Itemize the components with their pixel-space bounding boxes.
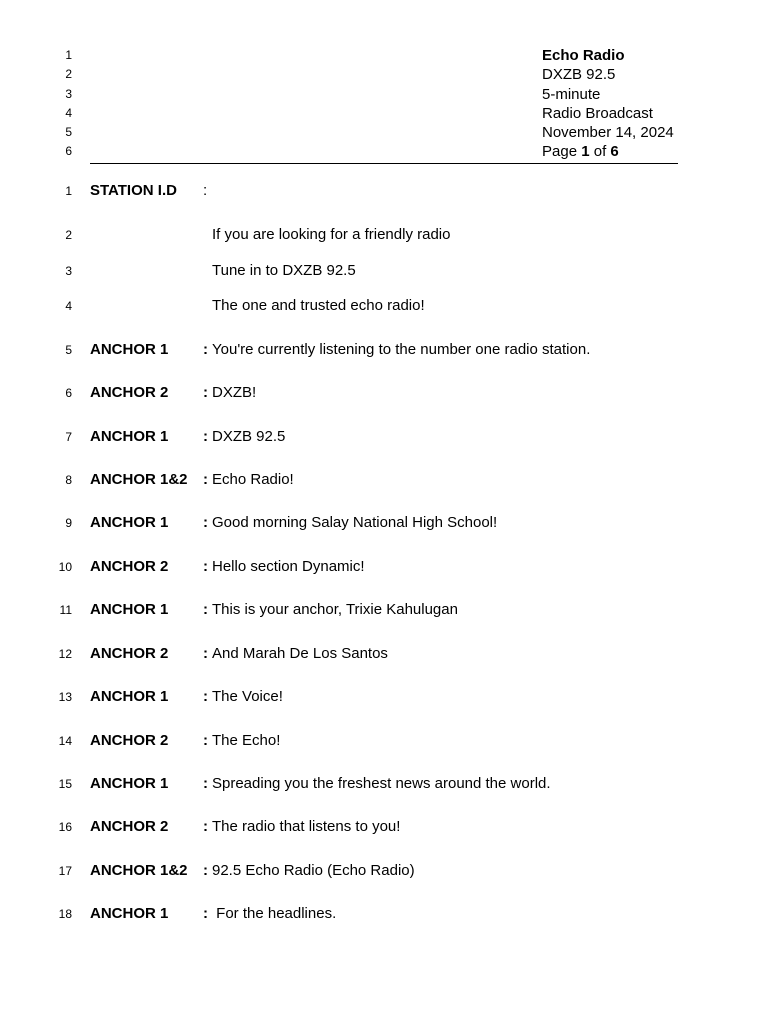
header-line: [0, 142, 768, 162]
dialog-text: Hello section Dynamic!: [212, 558, 365, 575]
program-type: Radio Broadcast: [542, 104, 653, 122]
dialog-text: The radio that listens to you!: [212, 818, 401, 835]
line-number: 11: [59, 603, 72, 617]
speaker-label: ANCHOR 1: [90, 341, 169, 358]
speaker-label: ANCHOR 1&2: [90, 862, 188, 879]
line-number: 17: [58, 864, 72, 878]
line-number: 6: [65, 144, 72, 158]
header-line: [0, 123, 768, 143]
speaker-colon: :: [203, 471, 208, 488]
speaker-label: ANCHOR 2: [90, 645, 169, 662]
speaker-label: STATION I.D: [90, 182, 177, 199]
line-number: 1: [65, 48, 72, 62]
line-number: 10: [58, 560, 72, 574]
broadcast-duration: 5-minute: [542, 85, 601, 103]
dialog-text: 92.5 Echo Radio (Echo Radio): [212, 862, 415, 879]
script-line: [0, 557, 768, 577]
script-line: [0, 181, 768, 201]
speaker-colon: :: [203, 645, 208, 662]
line-number: 9: [65, 516, 72, 530]
script-line: [0, 861, 768, 881]
script-line: [0, 600, 768, 620]
line-number: 15: [58, 777, 72, 791]
dialog-text: The one and trusted echo radio!: [212, 297, 425, 314]
header-line: [0, 104, 768, 124]
speaker-label: ANCHOR 1: [90, 514, 169, 531]
dialog-text: And Marah De Los Santos: [212, 645, 388, 662]
line-number: 7: [65, 430, 72, 444]
script-line: [0, 687, 768, 707]
line-number: 13: [58, 690, 72, 704]
page-label: Page: [542, 143, 578, 160]
speaker-label: ANCHOR 2: [90, 384, 169, 401]
speaker-label: ANCHOR 2: [90, 558, 169, 575]
script-line: [0, 340, 768, 360]
speaker-colon: :: [203, 384, 208, 401]
station-frequency: DXZB 92.5: [542, 66, 616, 83]
header-line: [0, 85, 768, 105]
line-number: 5: [65, 125, 72, 139]
header-line: [0, 65, 768, 85]
line-number: 8: [65, 473, 72, 487]
script-line: [0, 817, 768, 837]
dialog-text: DXZB 92.5: [212, 428, 286, 445]
script-line: [0, 225, 768, 245]
broadcast-date: November 14, 2024: [542, 124, 674, 141]
dialog-text: This is your anchor, Trixie Kahulugan: [212, 601, 458, 618]
script-line: [0, 904, 768, 924]
script-line: [0, 296, 768, 316]
line-number: 2: [65, 228, 72, 242]
line-number: 12: [58, 647, 72, 661]
speaker-colon: :: [203, 905, 208, 922]
script-line: [0, 470, 768, 490]
speaker-colon: :: [203, 862, 208, 879]
dialog-text: Good morning Salay National High School!: [212, 514, 498, 531]
page-current: 1: [581, 143, 590, 160]
line-number: 14: [58, 734, 72, 748]
speaker-label: ANCHOR 1: [90, 905, 169, 922]
line-number: 4: [65, 299, 72, 313]
dialog-text: Echo Radio!: [212, 471, 294, 488]
speaker-colon: :: [203, 428, 208, 445]
speaker-label: ANCHOR 1: [90, 428, 169, 445]
page-indicator: [542, 142, 619, 162]
dialog-text: The Echo!: [212, 732, 281, 749]
dialog-text: Tune in to DXZB 92.5: [212, 262, 356, 279]
script-line: [0, 731, 768, 751]
speaker-colon: :: [203, 514, 208, 531]
page-total: 6: [610, 143, 619, 160]
script-line: [0, 383, 768, 403]
dialog-text: Spreading you the freshest news around the world.: [212, 775, 551, 792]
speaker-label: ANCHOR 1&2: [90, 471, 188, 488]
script-line: [0, 644, 768, 664]
dialog-text: DXZB!: [212, 384, 257, 401]
line-number: 18: [58, 907, 72, 921]
line-number: 4: [65, 105, 72, 120]
script-line: [0, 513, 768, 533]
line-number: 1: [65, 184, 72, 198]
script-line: [0, 774, 768, 794]
speaker-label: ANCHOR 1: [90, 601, 169, 618]
speaker-label: ANCHOR 1: [90, 688, 169, 705]
header-line: [0, 46, 768, 66]
line-number: 2: [65, 67, 72, 81]
dialog-text: For the headlines.: [212, 905, 337, 922]
speaker-label: ANCHOR 2: [90, 732, 169, 749]
dialog-text: The Voice!: [212, 688, 283, 705]
speaker-colon: :: [203, 182, 208, 199]
speaker-label: ANCHOR 1: [90, 775, 169, 792]
speaker-colon: :: [203, 732, 208, 749]
speaker-colon: :: [203, 775, 208, 792]
speaker-colon: :: [203, 818, 208, 835]
script-line: [0, 261, 768, 281]
dialog-text: If you are looking for a friendly radio: [212, 226, 451, 243]
line-number: 16: [58, 820, 72, 834]
speaker-label: ANCHOR 2: [90, 818, 169, 835]
speaker-colon: :: [203, 341, 208, 358]
line-number: 5: [65, 343, 72, 357]
speaker-colon: :: [203, 601, 208, 618]
script-line: [0, 427, 768, 447]
line-number: 3: [65, 86, 72, 101]
line-number: 3: [65, 264, 72, 278]
line-number: 6: [65, 386, 72, 400]
speaker-colon: :: [203, 558, 208, 575]
header-divider: [90, 163, 678, 164]
speaker-colon: :: [203, 688, 208, 705]
page-of: of: [593, 143, 607, 160]
dialog-text: You're currently listening to the number one radio station.: [212, 341, 591, 358]
station-name: Echo Radio: [542, 47, 625, 64]
